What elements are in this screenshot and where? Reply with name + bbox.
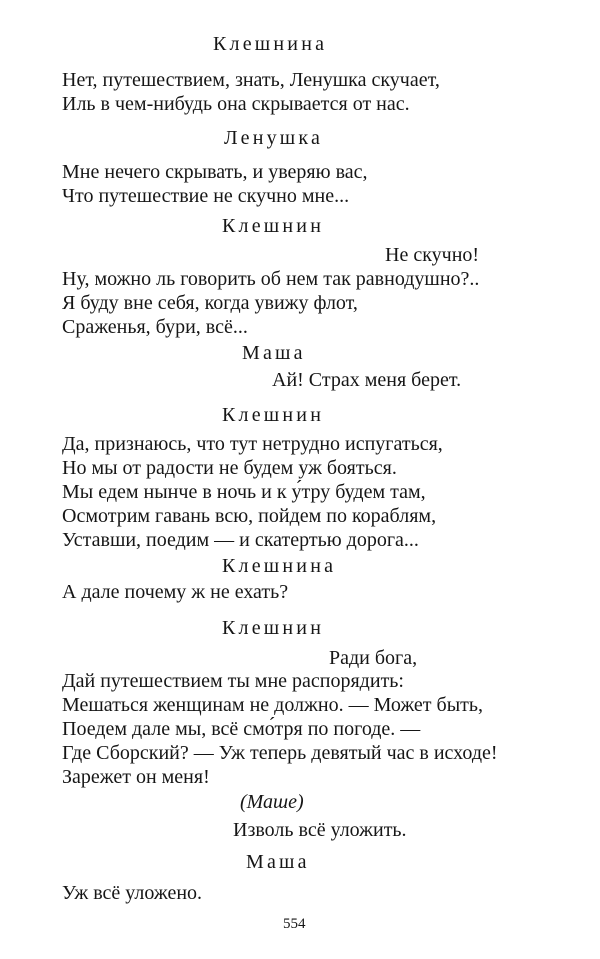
speaker-name: Клешнин: [222, 617, 325, 639]
verse-line: Где Сборский? — Уж теперь девятый час в исходе!: [62, 742, 498, 764]
speaker-name: Клешнин: [222, 404, 325, 426]
speaker-name: Клешнин: [222, 215, 325, 237]
verse-line: Дай путешествием ты мне распорядить:: [62, 670, 404, 692]
verse-line: Иль в чем-нибудь она скрывается от нас.: [62, 93, 410, 115]
verse-line: Что путешествие не скучно мне...: [62, 185, 350, 207]
speaker-name: Ленушка: [224, 127, 324, 149]
verse-line: Уж всё уложено.: [62, 882, 203, 904]
verse-line: Зарежет он меня!: [62, 766, 210, 788]
verse-line: Поедем дале мы, всё смо́тря по погоде. —: [62, 718, 421, 740]
speaker-name: Клешнина: [222, 555, 337, 577]
verse-line: Но мы от радости не будем уж бояться.: [62, 457, 397, 479]
verse-line: Осмотрим гавань всю, пойдем по кораблям,: [62, 505, 437, 527]
verse-line: Мне нечего скрывать, и уверяю вас,: [62, 161, 368, 183]
verse-line: Я буду вне себя, когда увижу флот,: [62, 292, 358, 314]
verse-line: Ради бога,: [329, 647, 418, 669]
verse-line: Уставши, поедим — и скатертью дорога...: [62, 529, 419, 551]
speaker-name: Маша: [246, 851, 310, 873]
verse-line: Сраженья, бури, всё...: [62, 316, 248, 338]
verse-line: Мешаться женщинам не должно. — Может быть,: [62, 694, 483, 716]
verse-line: Изволь всё уложить.: [233, 819, 407, 841]
stage-direction: (Маше): [240, 791, 304, 813]
verse-line: Ай! Страх меня берет.: [272, 369, 462, 391]
verse-line: Нет, путешествием, знать, Ленушка скучает,: [62, 69, 440, 91]
verse-line: Мы едем нынче в ночь и к у́тру будем там,: [62, 481, 426, 503]
speaker-name: Клешнина: [213, 33, 328, 55]
verse-line: Ну, можно ль говорить об нем так равнодушно?..: [62, 268, 480, 290]
verse-line: Не скучно!: [385, 244, 480, 266]
page-number: 554: [283, 916, 306, 932]
speaker-name: Маша: [242, 342, 306, 364]
verse-line: А дале почему ж не ехать?: [62, 581, 289, 603]
verse-line: Да, признаюсь, что тут нетрудно испугаться,: [62, 433, 443, 455]
